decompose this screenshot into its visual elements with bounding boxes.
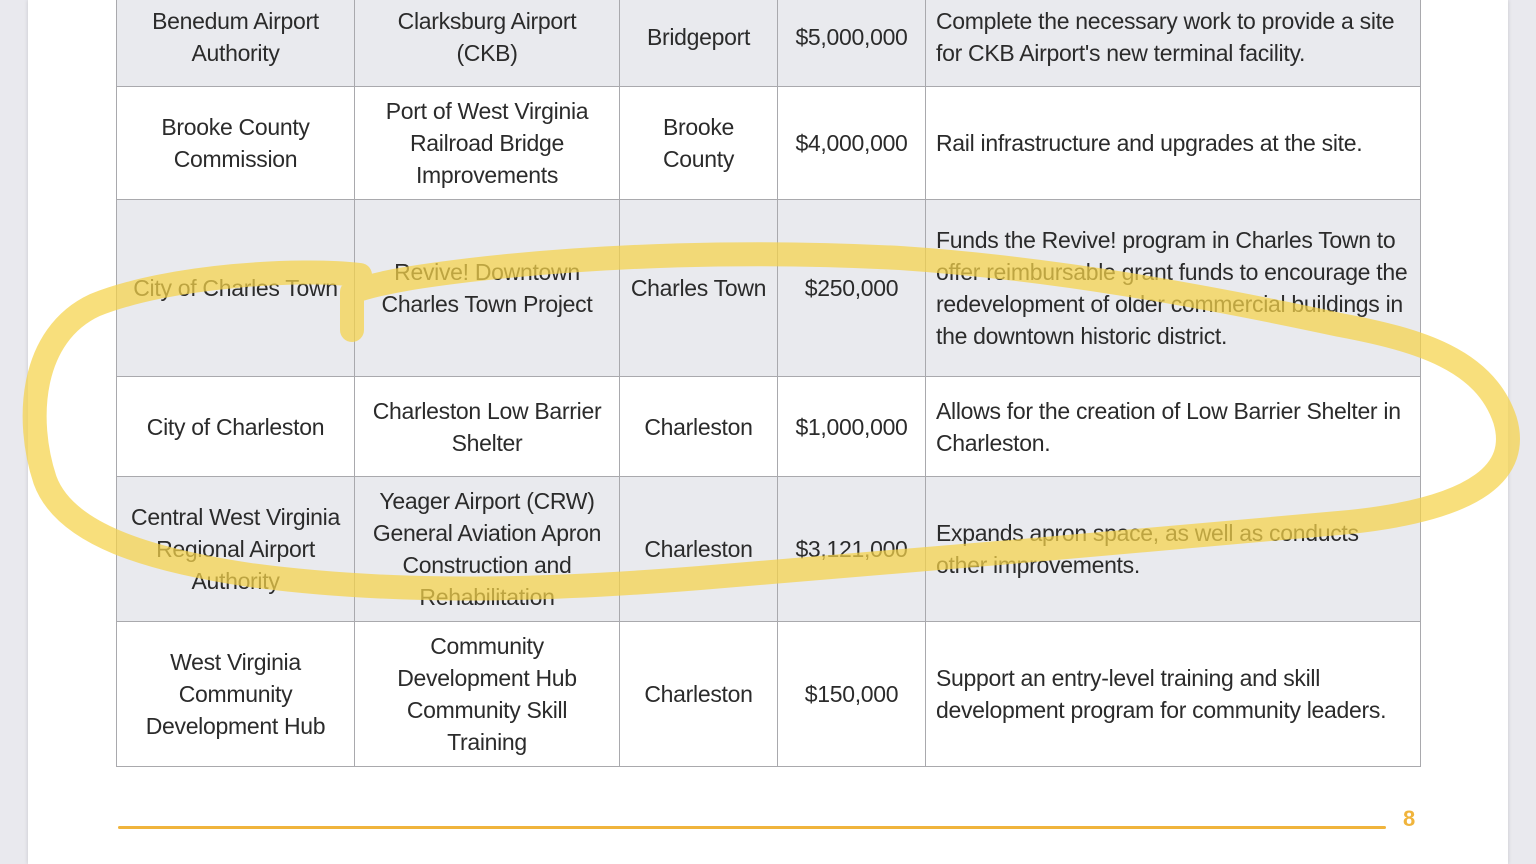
location-cell: Charleston: [620, 622, 778, 767]
applicant-cell: Benedum Airport Authority: [117, 0, 355, 87]
applicant-cell: City of Charleston: [117, 377, 355, 477]
applicant-cell: Brooke County Commission: [117, 87, 355, 200]
amount-cell: $250,000: [778, 200, 926, 377]
location-cell: Charles Town: [620, 200, 778, 377]
grants-table: [116, 0, 1421, 767]
applicant-cell: Central West Virginia Regional Airport Authority: [117, 477, 355, 622]
project-cell: Community Development Hub Community Skill Training: [355, 622, 620, 767]
project-cell: Revive! Downtown Charles Town Project: [355, 200, 620, 377]
page-number: 8: [1403, 806, 1416, 831]
description-cell: Allows for the creation of Low Barrier Shelter in Charleston.: [926, 377, 1421, 477]
applicant-cell: City of Charles Town: [117, 200, 355, 377]
table-row: [117, 377, 1421, 477]
footer-rule: [118, 826, 1386, 829]
location-cell: Charleston: [620, 477, 778, 622]
description-cell: Funds the Revive! program in Charles Town to offer reimbursable grant funds to encourage the redevelopment of older commercial buildings in the downtown historic district.: [926, 200, 1421, 377]
amount-cell: $5,000,000: [778, 0, 926, 87]
table-row: [117, 87, 1421, 200]
description-cell: Support an entry-level training and skill development program for community leaders.: [926, 622, 1421, 767]
description-cell: Complete the necessary work to provide a site for CKB Airport's new terminal facility.: [926, 0, 1421, 87]
location-cell: Charleston: [620, 377, 778, 477]
table-row: [117, 622, 1421, 767]
project-cell: Charleston Low Barrier Shelter: [355, 377, 620, 477]
project-cell: Clarksburg Airport (CKB): [355, 0, 620, 87]
description-cell: Rail infrastructure and upgrades at the site.: [926, 87, 1421, 200]
project-cell: Yeager Airport (CRW) General Aviation Apron Construction and Rehabilitation: [355, 477, 620, 622]
amount-cell: $150,000: [778, 622, 926, 767]
table-row: [117, 0, 1421, 87]
project-cell: Port of West Virginia Railroad Bridge Improvements: [355, 87, 620, 200]
table-row: [117, 200, 1421, 377]
location-cell: Bridgeport: [620, 0, 778, 87]
amount-cell: $4,000,000: [778, 87, 926, 200]
description-cell: Expands apron space, as well as conducts other improvements.: [926, 477, 1421, 622]
document-page: [28, 0, 1508, 864]
amount-cell: $3,121,000: [778, 477, 926, 622]
amount-cell: $1,000,000: [778, 377, 926, 477]
applicant-cell: West Virginia Community Development Hub: [117, 622, 355, 767]
location-cell: Brooke County: [620, 87, 778, 200]
table-row: [117, 477, 1421, 622]
